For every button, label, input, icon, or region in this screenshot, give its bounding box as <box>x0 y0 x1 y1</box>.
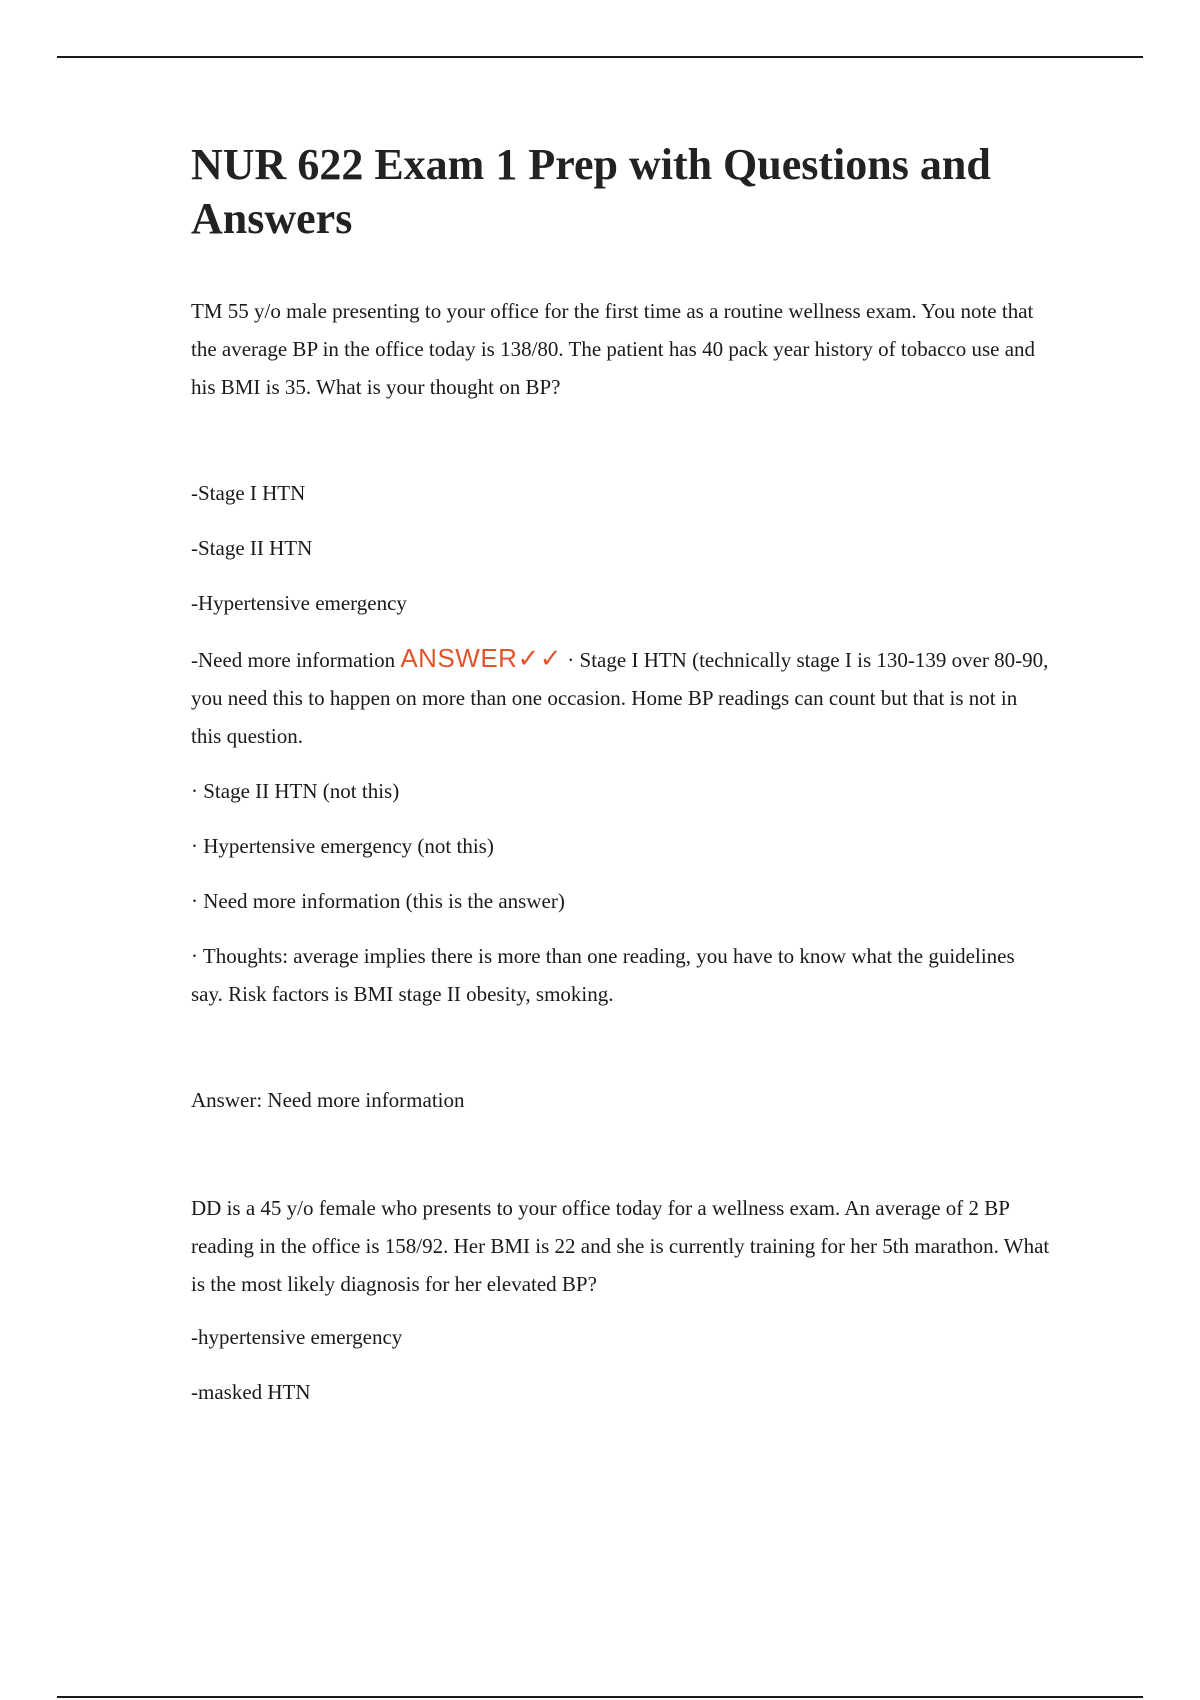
q1-final-answer: Answer: Need more information <box>191 1088 465 1112</box>
q1-bullet-2: · Hypertensive emergency (not this) <box>191 834 494 858</box>
q1-option-4-with-answer <box>191 639 1051 755</box>
answer-tag: ANSWER✓✓ <box>400 643 563 673</box>
top-rule <box>57 56 1143 58</box>
q2-option-2: -masked HTN <box>191 1380 311 1404</box>
q1-rationale: · Stage I HTN (technically stage I is 130-139 over 80-90, you need this to happen on more than one occasion. Home BP readings can count but that is not in this question. <box>191 648 1049 748</box>
q1-option-2: -Stage II HTN <box>191 536 313 560</box>
q1-bullet-4: · Thoughts: average implies there is more than one reading, you have to know what the guidelines say. Risk factors is BMI stage II obesity, smoking. <box>191 944 1015 1006</box>
q1-option-3: -Hypertensive emergency <box>191 591 407 615</box>
q1-bullet-3: · Need more information (this is the answer) <box>191 889 565 913</box>
document-title: NUR 622 Exam 1 Prep with Questions and Answers <box>191 140 991 243</box>
q1-option-1: -Stage I HTN <box>191 481 306 505</box>
q1-bullet-1: · Stage II HTN (not this) <box>191 779 400 803</box>
question-2-stem: DD is a 45 y/o female who presents to your office today for a wellness exam. An average of 2 BP reading in the office is 158/92. Her BMI is 22 and she is currently training for her 5th marathon. What is the most likely diagnosis for her elevated BP? <box>191 1196 1050 1296</box>
document-body <box>191 138 1051 1411</box>
bottom-rule <box>57 1696 1143 1698</box>
question-1-stem: TM 55 y/o male presenting to your office for the first time as a routine wellness exam. You note that the average BP in the office today is 138/80. The patient has 40 pack year history of tobacco use and his BMI is 35. What is your thought on BP? <box>191 299 1036 399</box>
q2-option-1: -hypertensive emergency <box>191 1325 403 1349</box>
q1-option-4: -Need more information <box>191 648 401 672</box>
